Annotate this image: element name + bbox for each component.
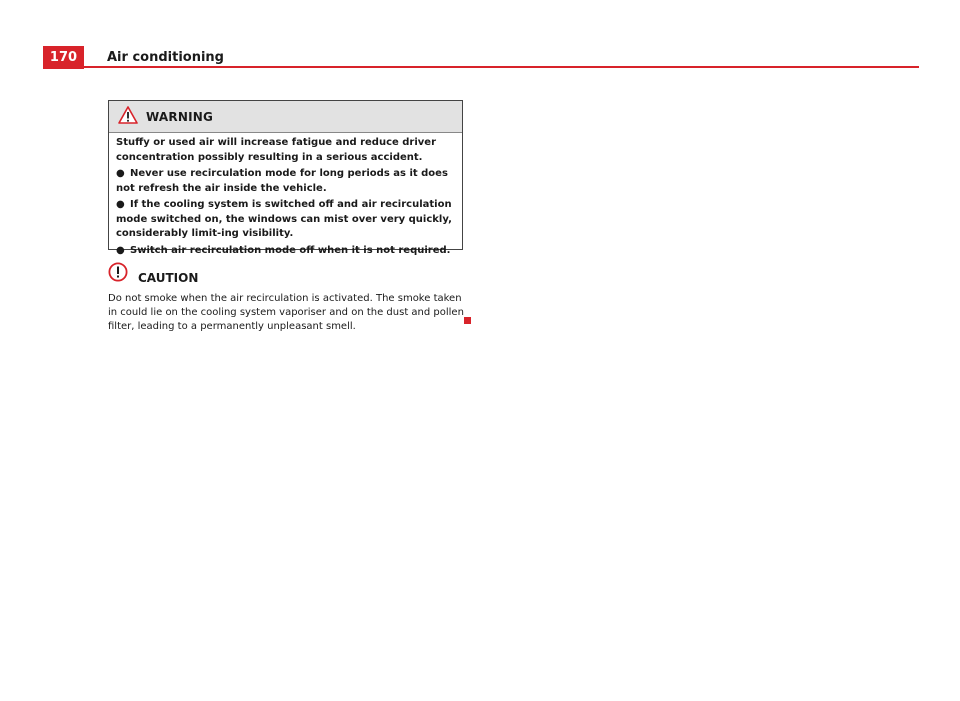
caution-text: Do not smoke when the air recirculation is activated. The smoke taken in could lie on the cooling system vaporiser and on the dust and pollen filter, leading to a permanently unpleasant smell. (108, 293, 464, 332)
section-end-icon (464, 317, 471, 324)
warning-bullet: ● Never use recirculation mode for long periods as it does not refresh the air inside the vehicle. (116, 168, 448, 194)
caution-title: CAUTION (138, 271, 199, 285)
page-header (0, 0, 960, 70)
page-number: 170 (43, 46, 84, 69)
warning-intro: Stuffy or used air will increase fatigue and reduce driver concentration possibly resulting in a serious accident. (116, 137, 437, 163)
header-divider (43, 66, 919, 68)
exclamation-circle-icon (108, 262, 128, 286)
warning-bullet: ● Switch air recirculation mode off when it is not required. (116, 244, 455, 259)
caution-header (108, 264, 468, 286)
warning-header (109, 101, 462, 133)
warning-box (108, 100, 463, 256)
warning-body (109, 133, 462, 258)
warning-title: WARNING (146, 109, 214, 124)
bullet-icon: ● (116, 244, 125, 256)
caution-section (108, 264, 468, 334)
bullet-icon: ● (116, 168, 125, 179)
section-title: Air conditioning (107, 50, 224, 65)
warning-triangle-icon (118, 106, 138, 128)
bullet-icon: ● (116, 199, 125, 210)
warning-bullet: ● If the cooling system is switched off and air recirculation mode switched on, the windows can mist over very quickly, considerably limit-ing visibility. (116, 199, 452, 239)
